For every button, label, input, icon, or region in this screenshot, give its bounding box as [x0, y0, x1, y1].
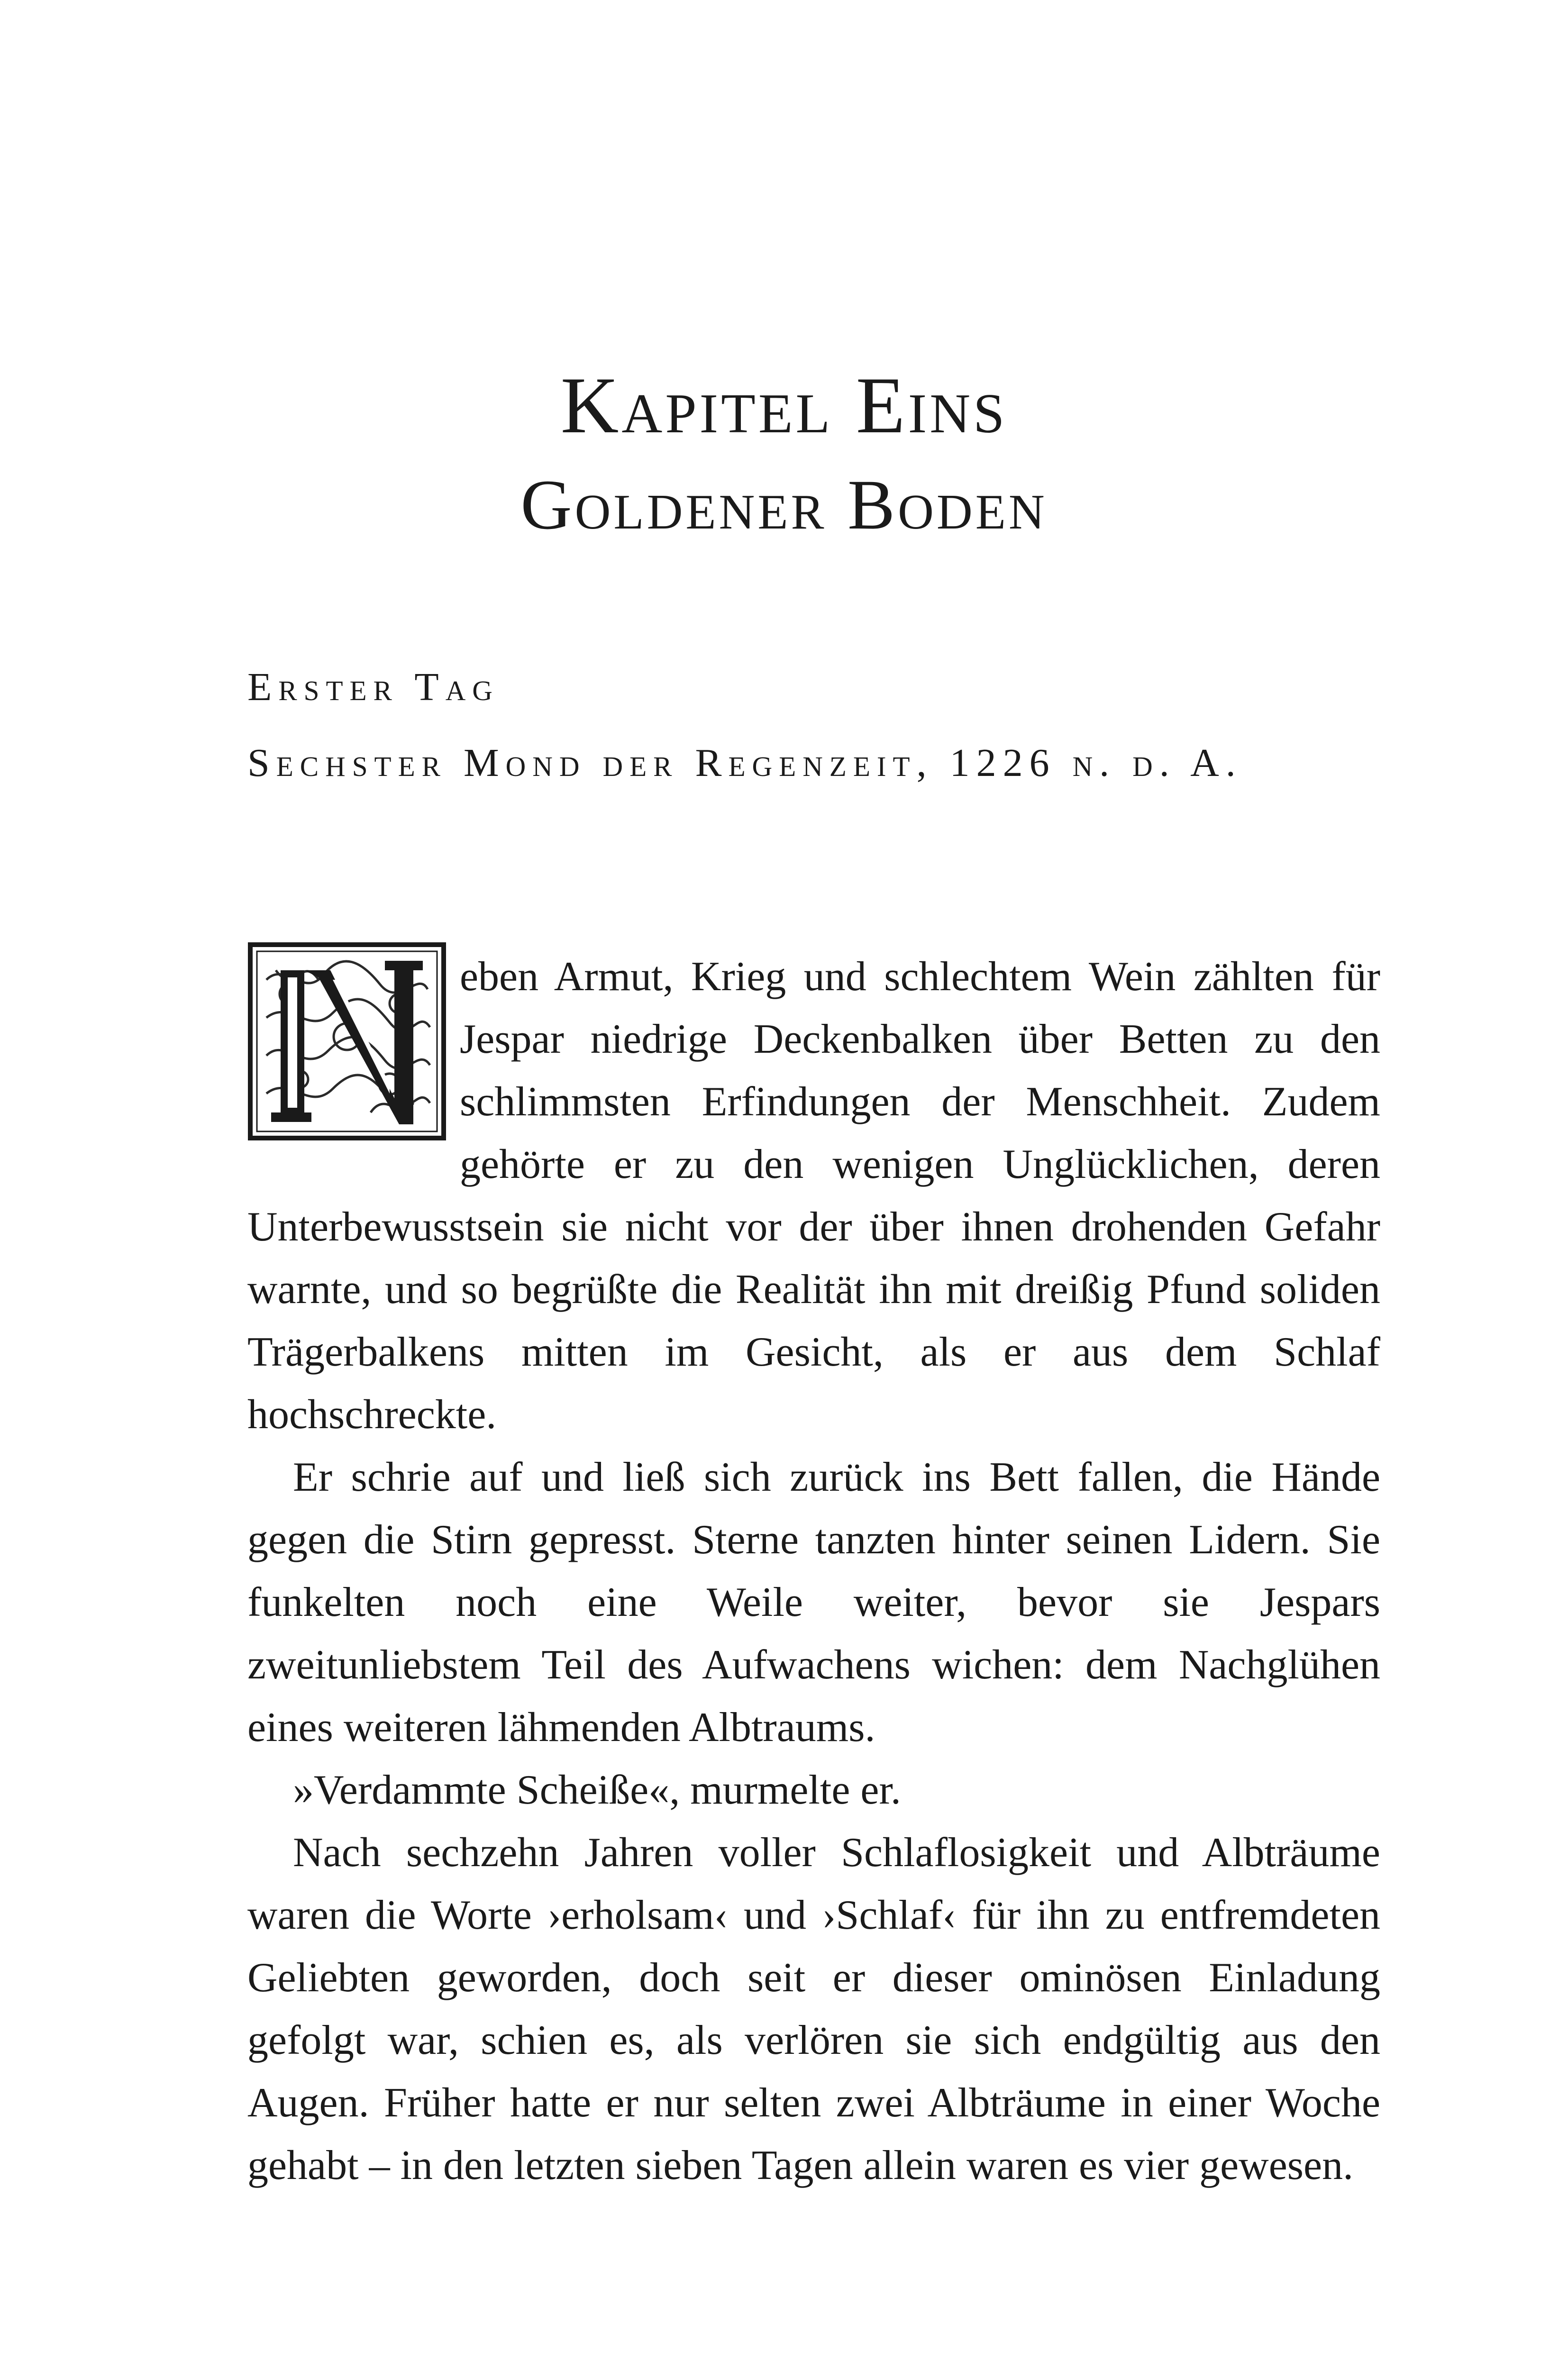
paragraph-1 — [247, 946, 1380, 1446]
paragraph-4: Nach sechzehn Jahren voller Schlaflosigkeit und Albträume waren die Worte ›erholsam‹ und ›Schlaf‹ für ihn zu entfremdeten Geliebten geworden, doch seit er dieser ominösen Einladung gefolgt war, schien es, als verlören sie sich endgültig aus den Augen. Früher hatte er nur selten zwei Albträume in einer Woche gehabt – in den letzten sieben Tagen allein waren es vier gewesen. — [247, 1830, 1380, 2188]
chapter-title: Goldener Boden — [520, 465, 1048, 544]
ornamental-initial-n-icon — [247, 942, 447, 1141]
paragraph-2: Er schrie auf und ließ sich zurück ins Bett fallen, die Hände gegen die Stirn gepresst. Sterne tanzten hinter seinen Lidern. Sie funkelten noch eine Weile weiter, bevor sie Jespars zweitunliebstem Teil des Aufwachens wichen: dem Nachglühen eines weiteren lähmenden Albtraums. — [247, 1454, 1380, 1750]
paragraph-3: »Verdammte Scheiße«, murmelte er. — [293, 1767, 901, 1813]
chapter-number: Kapitel Eins — [560, 361, 1008, 450]
dateline — [247, 649, 1242, 801]
chapter-body — [247, 946, 1380, 2197]
paragraph-1-text: eben Armut, Krieg und schlechtem Wein zählten für Jespar niedrige Deckenbalken über Betten zu den schlimmsten Erfindungen der Menschheit. Zudem gehörte er zu den wenigen Unglücklichen, deren Unterbewusstsein sie nicht vor der über ihnen drohenden Gefahr warnte, und so begrüßte die Realität ihn mit dreißig Pfund soliden Trägerbalkens mitten im Gesicht, als er aus dem Schlaf hochschreckte. — [247, 954, 1380, 1438]
dateline-date: Sechster Mond der Regenzeit, 1226 n. d. A. — [247, 741, 1242, 785]
dateline-day: Erster Tag — [247, 665, 499, 709]
